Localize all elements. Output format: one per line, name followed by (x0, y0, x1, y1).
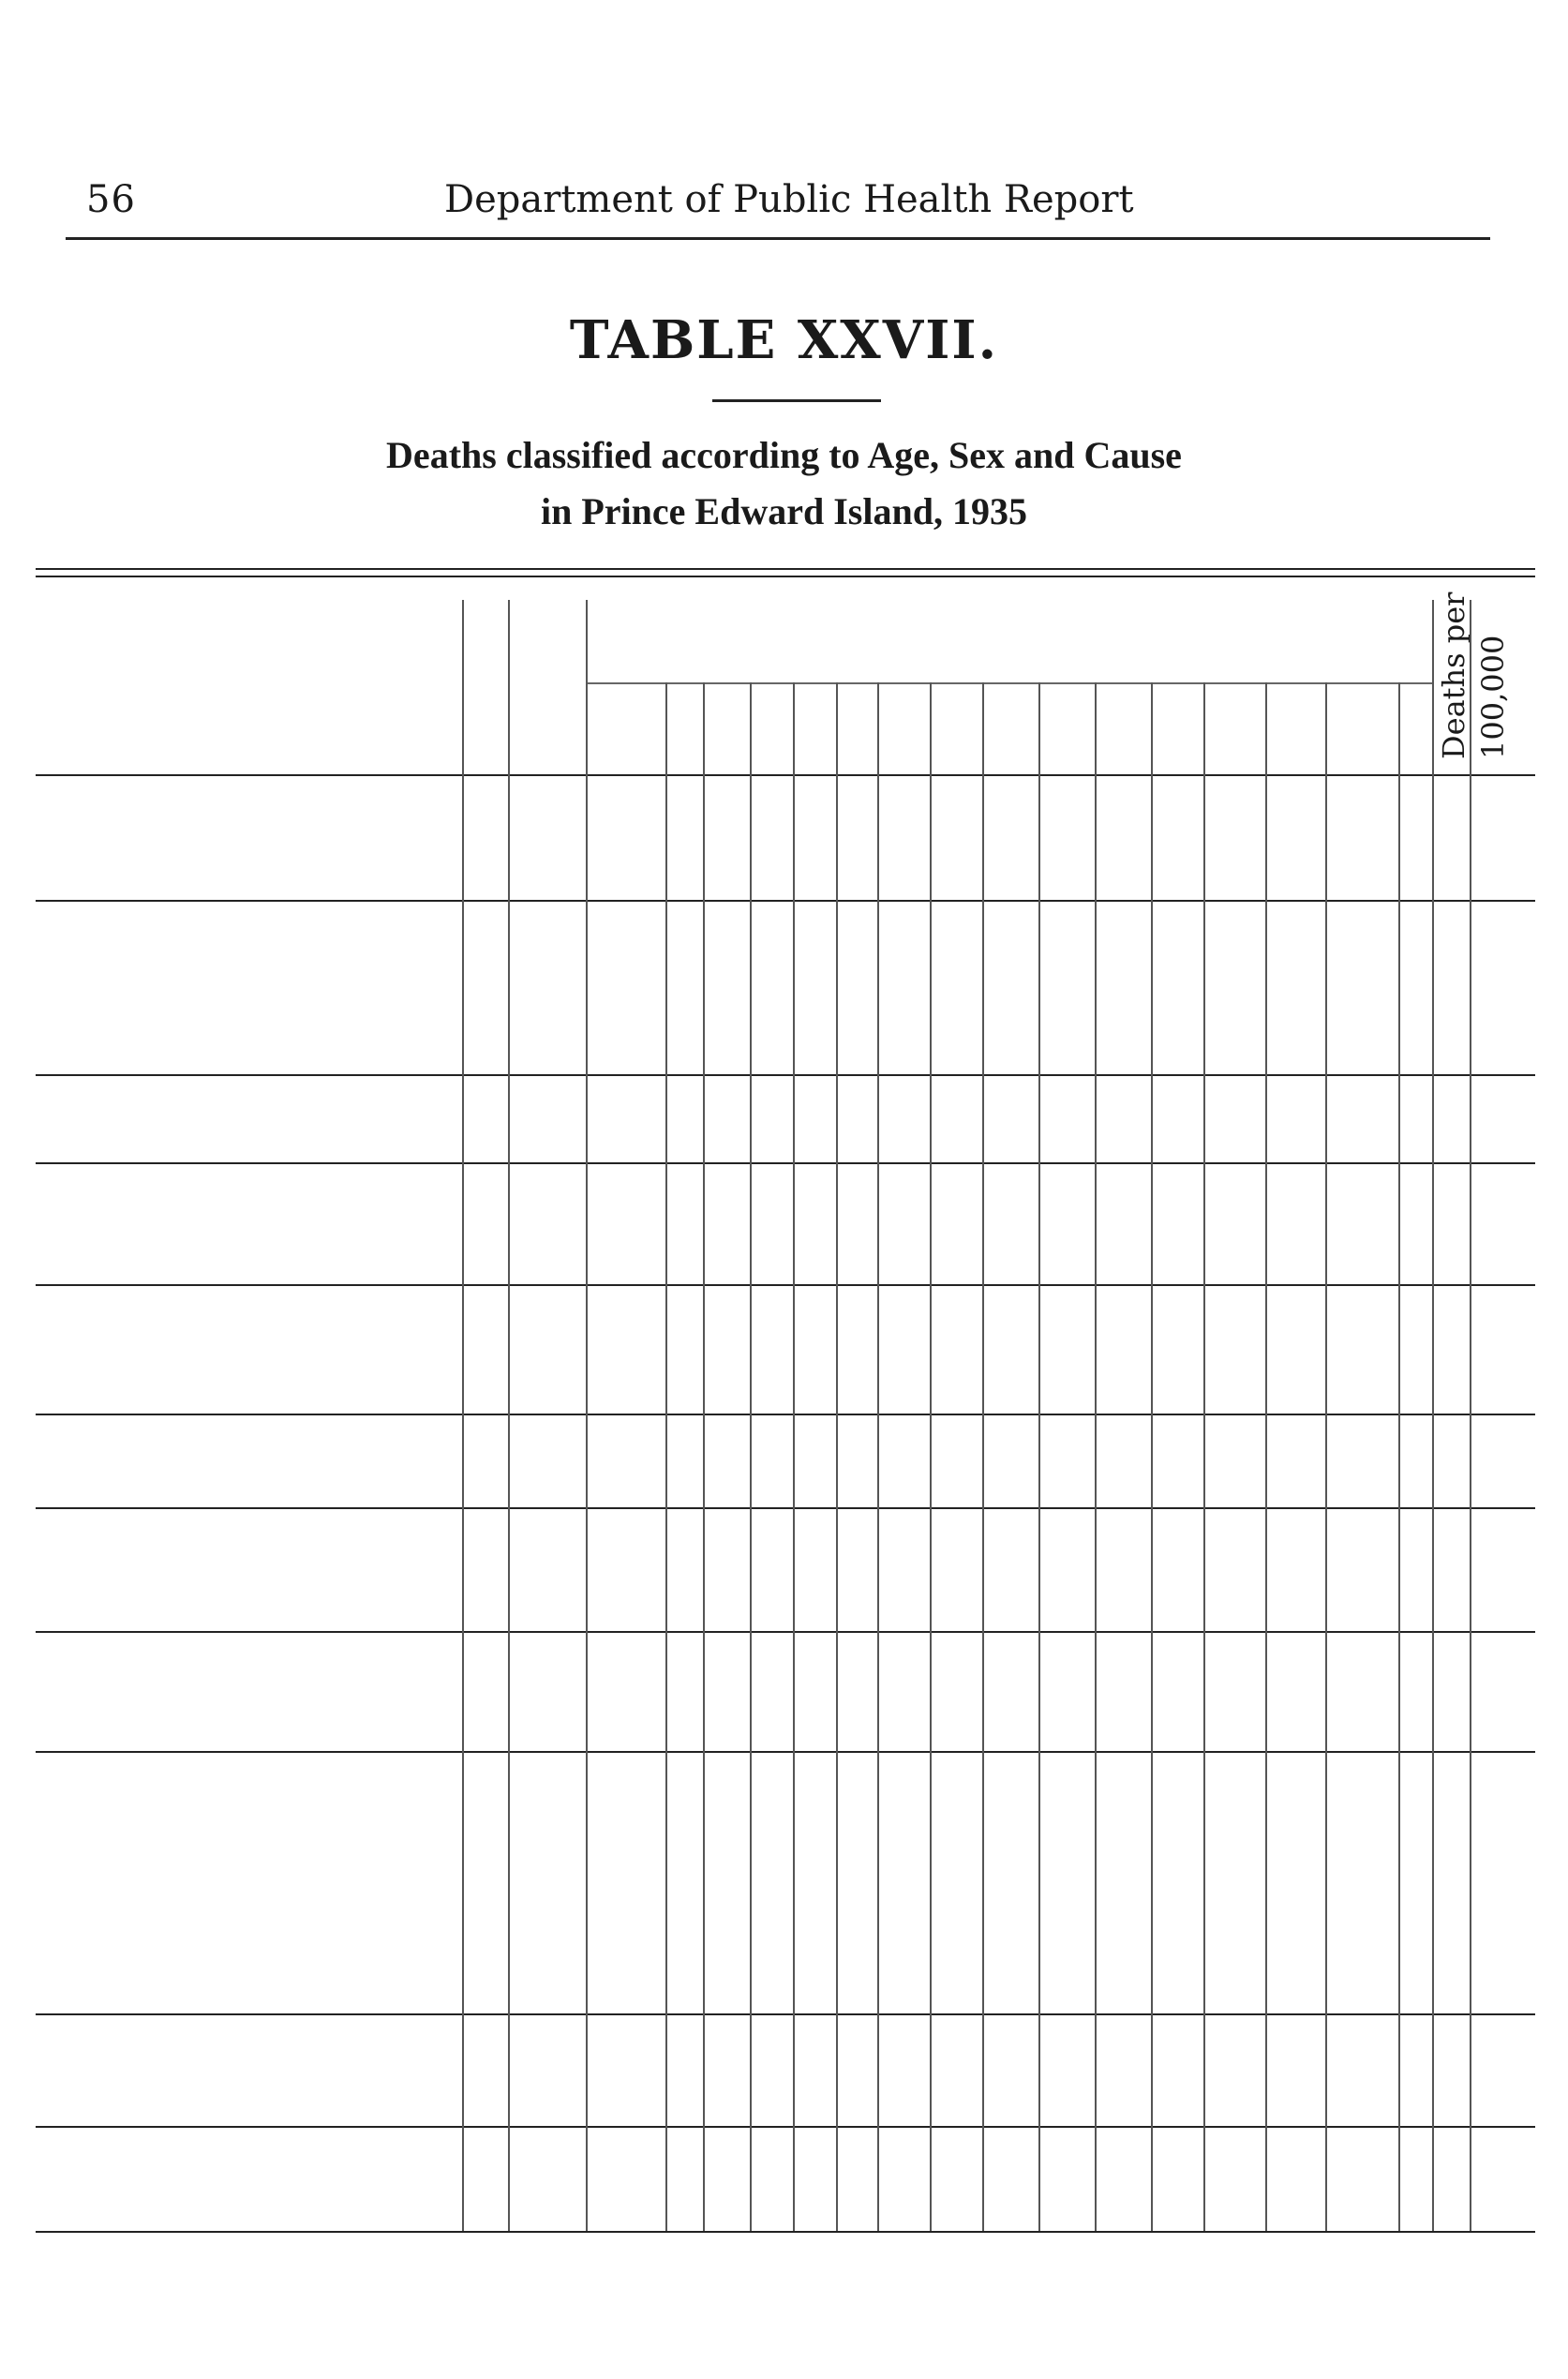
group-rule-8 (36, 2013, 1535, 2015)
col-line-6 (793, 682, 795, 2231)
table-top-rule (36, 568, 1535, 570)
col-line-8 (877, 682, 879, 2231)
col-line-18 (1470, 600, 1471, 2231)
col-line-11 (1038, 682, 1040, 2231)
col-line-3 (665, 682, 667, 2231)
header-rate-line2: 100,000 (1475, 635, 1511, 759)
running-title: Department of Public Health Report (444, 178, 1134, 221)
col-line-rate (1432, 600, 1434, 2231)
header-bottom-rule (36, 774, 1535, 776)
col-line-0 (462, 600, 464, 2231)
page-number: 56 (86, 178, 136, 221)
group-rule-6 (36, 1631, 1535, 1633)
group-rule-10 (36, 2231, 1535, 2233)
group-rule-0 (36, 900, 1535, 902)
col-line-4 (703, 682, 705, 2231)
col-line-17 (1398, 682, 1400, 2231)
col-line-10 (982, 682, 984, 2231)
col-line-1 (508, 600, 510, 2231)
col-line-16 (1325, 682, 1327, 2231)
col-line-14 (1203, 682, 1205, 2231)
group-rule-7 (36, 1751, 1535, 1753)
col-line-15 (1265, 682, 1267, 2231)
group-rule-9 (36, 2126, 1535, 2128)
title-rule (712, 399, 881, 402)
group-rule-1 (36, 1074, 1535, 1076)
col-line-9 (930, 682, 932, 2231)
col-line-13 (1151, 682, 1153, 2231)
table-title: TABLE XXVII. (569, 309, 999, 371)
deaths-table (36, 568, 1535, 2237)
col-line-2 (586, 600, 588, 2231)
header-rate-line1: Deaths per (1436, 591, 1471, 759)
header-rule (66, 237, 1490, 240)
col-line-5 (750, 682, 752, 2231)
col-line-7 (836, 682, 838, 2231)
group-rule-5 (36, 1507, 1535, 1509)
group-rule-2 (36, 1162, 1535, 1164)
table-top-rule-2 (36, 576, 1535, 577)
table-subtitle-line2: in Prince Edward Island, 1935 (541, 490, 1027, 532)
group-rule-4 (36, 1414, 1535, 1415)
col-line-12 (1095, 682, 1097, 2231)
group-rule-3 (36, 1284, 1535, 1286)
age-header-rule (586, 682, 1432, 684)
table-subtitle-line1: Deaths classified according to Age, Sex and Cause (386, 434, 1182, 476)
